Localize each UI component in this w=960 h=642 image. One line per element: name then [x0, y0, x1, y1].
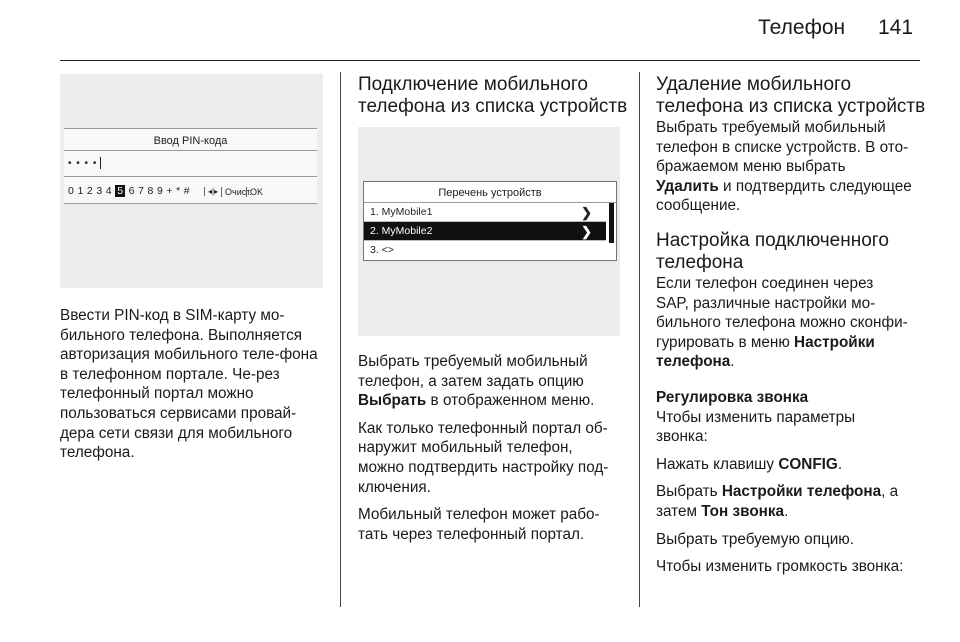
- device-list: [364, 203, 606, 260]
- pin-key[interactable]: 7: [138, 185, 144, 197]
- pin-paragraph: Ввести PIN-код в SIM-карту мо-бильного телефона. Выполняется авторизация мобильного теле-фона в телефонном портале. Че-рез телефонный портал можно пользоваться сервисами провай-дера сети связи для мобильного телефона.: [60, 307, 318, 462]
- section-heading-connect: Подключение мобильного телефона из списка устройств: [358, 74, 628, 117]
- device-list-item[interactable]: [364, 222, 606, 241]
- paragraph-select: Выбрать требуемый мобильный телефон, а затем задать опцию Выбрать в отображенном меню.: [358, 353, 595, 410]
- device-list-panel: [363, 181, 617, 261]
- pin-cursor: [100, 157, 101, 169]
- scrollbar[interactable]: [609, 203, 614, 243]
- paragraph-works: Мобильный телефон может рабо- тать через телефонный портал.: [358, 506, 600, 543]
- column-1: [60, 306, 328, 471]
- page-number: 141: [878, 16, 914, 39]
- pin-arrow-keys[interactable]: ◂|▸: [204, 187, 218, 196]
- chevron-right-icon: ❯: [581, 205, 592, 220]
- step-select-option: Выбрать требуемую опцию.: [656, 530, 855, 548]
- section-heading-settings: Настройка подключенного телефона: [656, 229, 889, 273]
- pin-key[interactable]: #: [183, 185, 190, 197]
- pin-key[interactable]: 6: [128, 185, 135, 197]
- device-label: 3. <>: [370, 244, 394, 256]
- pin-key[interactable]: 3: [96, 185, 103, 197]
- paragraph-settings: Если телефон соединен через SAP, различные настройки мо- бильного телефона можно сконфи- гурировать в меню Настройки телефона.: [656, 274, 908, 371]
- pin-key[interactable]: 1: [77, 185, 84, 197]
- subheading-ringtone: Регулировка звонка: [656, 388, 809, 406]
- column-2-heading: [358, 74, 630, 118]
- device-list-title: Перечень устройств: [438, 187, 542, 199]
- pin-key[interactable]: 2: [86, 185, 93, 197]
- paragraph-portal: Как только телефонный портал об- наружит мобильный телефон, можно подтвердить настройку под- ключения.: [358, 419, 609, 496]
- section-heading-delete: Удаление мобильного телефона из списка устройств: [656, 74, 926, 117]
- step-select-menu: Выбрать Настройки телефона, а затем Тон звонка.: [656, 483, 899, 520]
- device-list-item[interactable]: [364, 241, 606, 260]
- pin-entry-figure: [60, 74, 323, 288]
- pin-key[interactable]: 5: [117, 185, 124, 197]
- paragraph-delete: Выбрать требуемый мобильный телефон в списке устройств. В ото- бражаемом меню выбрать Удалить и подтвердить следующее сообщение.: [656, 119, 912, 215]
- column-divider-1: [340, 72, 341, 607]
- clear-button[interactable]: Очист.: [221, 187, 252, 197]
- pin-key[interactable]: 9: [156, 185, 163, 197]
- column-3: [656, 74, 928, 585]
- pin-key[interactable]: *: [176, 185, 181, 197]
- step-config: Нажать клавишу CONFIG.: [656, 455, 843, 473]
- device-label: 2. MyMobile2: [370, 225, 433, 237]
- pin-key[interactable]: 4: [105, 185, 112, 197]
- header-title: Телефон: [758, 16, 846, 39]
- column-2-text: [358, 352, 630, 552]
- ok-button[interactable]: OK: [246, 187, 263, 197]
- device-list-item[interactable]: [364, 203, 606, 222]
- chevron-right-icon: ❯: [581, 224, 592, 239]
- step-volume: Чтобы изменить громкость звонка:: [656, 558, 904, 576]
- device-label: 1. MyMobile1: [370, 206, 433, 218]
- device-list-figure: [358, 127, 620, 336]
- pin-entry-panel: [64, 128, 317, 204]
- pin-entry-title: Ввод PIN-кода: [153, 135, 228, 147]
- pin-keypad: [68, 185, 193, 197]
- pin-entered-dots: • • • •: [68, 158, 98, 169]
- paragraph-ringtone: Чтобы изменить параметры звонка:: [656, 408, 856, 446]
- pin-key[interactable]: +: [166, 185, 173, 197]
- pin-key[interactable]: 8: [147, 185, 154, 197]
- column-divider-2: [639, 72, 640, 607]
- pin-key[interactable]: 0: [68, 185, 74, 197]
- header-divider: [60, 60, 920, 61]
